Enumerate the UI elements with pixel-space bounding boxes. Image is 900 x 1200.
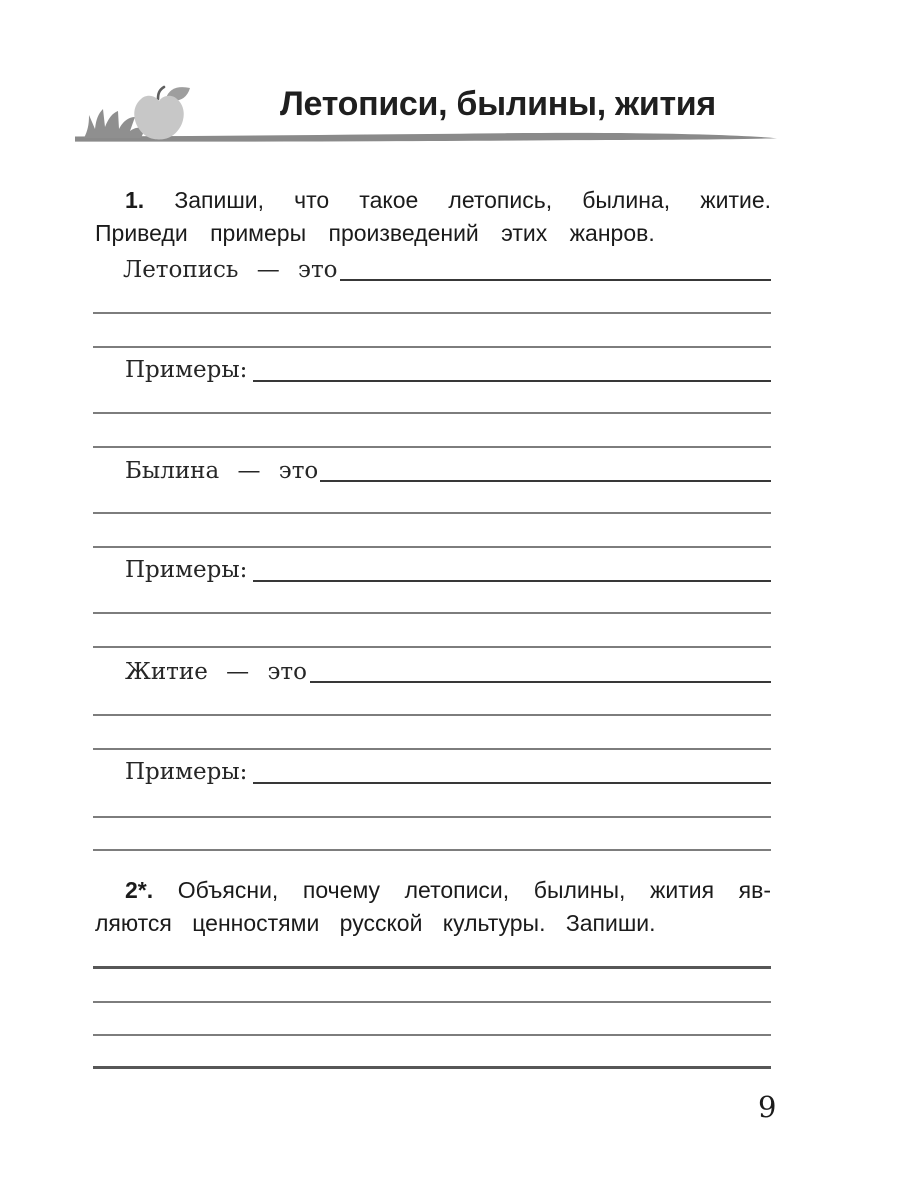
- apple-grass-icon: [78, 82, 242, 144]
- field-label-bylina: Былина — это: [125, 458, 319, 484]
- answer-line: [93, 1066, 771, 1069]
- answer-line: [93, 512, 771, 514]
- answer-line: [93, 1001, 771, 1003]
- apple-icon: [134, 87, 190, 139]
- task1-instruction: [95, 184, 771, 250]
- field-label-letopis: Летопись — это: [123, 257, 338, 283]
- answer-line: [93, 412, 771, 414]
- task2-text-line2: ляются ценностями русской культуры. Запиши.: [95, 910, 656, 936]
- answer-line: [93, 312, 771, 314]
- answer-line: [93, 646, 771, 648]
- task1-text-line1: Запиши, что такое летопись, былина, житие.: [174, 187, 772, 213]
- answer-line: [93, 816, 771, 818]
- answer-line: [93, 546, 771, 548]
- answer-line: [93, 714, 771, 716]
- field-label-zhitie: Житие — это: [125, 659, 307, 685]
- task1-number: 1.: [125, 187, 145, 213]
- answer-line: [93, 1034, 771, 1036]
- field-label-primery-1: Примеры:: [125, 357, 248, 383]
- task2-instruction: [95, 874, 771, 940]
- answer-line: [310, 681, 771, 683]
- answer-line: [253, 782, 771, 784]
- answer-line: [93, 446, 771, 448]
- field-label-primery-3: Примеры:: [125, 759, 248, 785]
- task1-text-line2: Приведи примеры произведений этих жанров.: [95, 220, 655, 246]
- task2-number: 2*.: [125, 877, 154, 903]
- task2-line1: [95, 874, 771, 907]
- answer-line: [253, 580, 771, 582]
- field-label-primery-2: Примеры:: [125, 557, 248, 583]
- answer-line: [93, 966, 771, 969]
- page-title: Летописи, былины, жития: [280, 85, 716, 123]
- answer-line: [93, 346, 771, 348]
- answer-line: [93, 849, 771, 851]
- answer-line: [93, 612, 771, 614]
- task1-line1: [95, 184, 771, 217]
- answer-line: [340, 279, 771, 281]
- answer-line: [253, 380, 771, 382]
- page-number: 9: [758, 1090, 777, 1124]
- answer-line: [93, 748, 771, 750]
- answer-line: [320, 480, 771, 482]
- task2-text-line1: Объясни, почему летописи, былины, жития яв-: [177, 877, 771, 903]
